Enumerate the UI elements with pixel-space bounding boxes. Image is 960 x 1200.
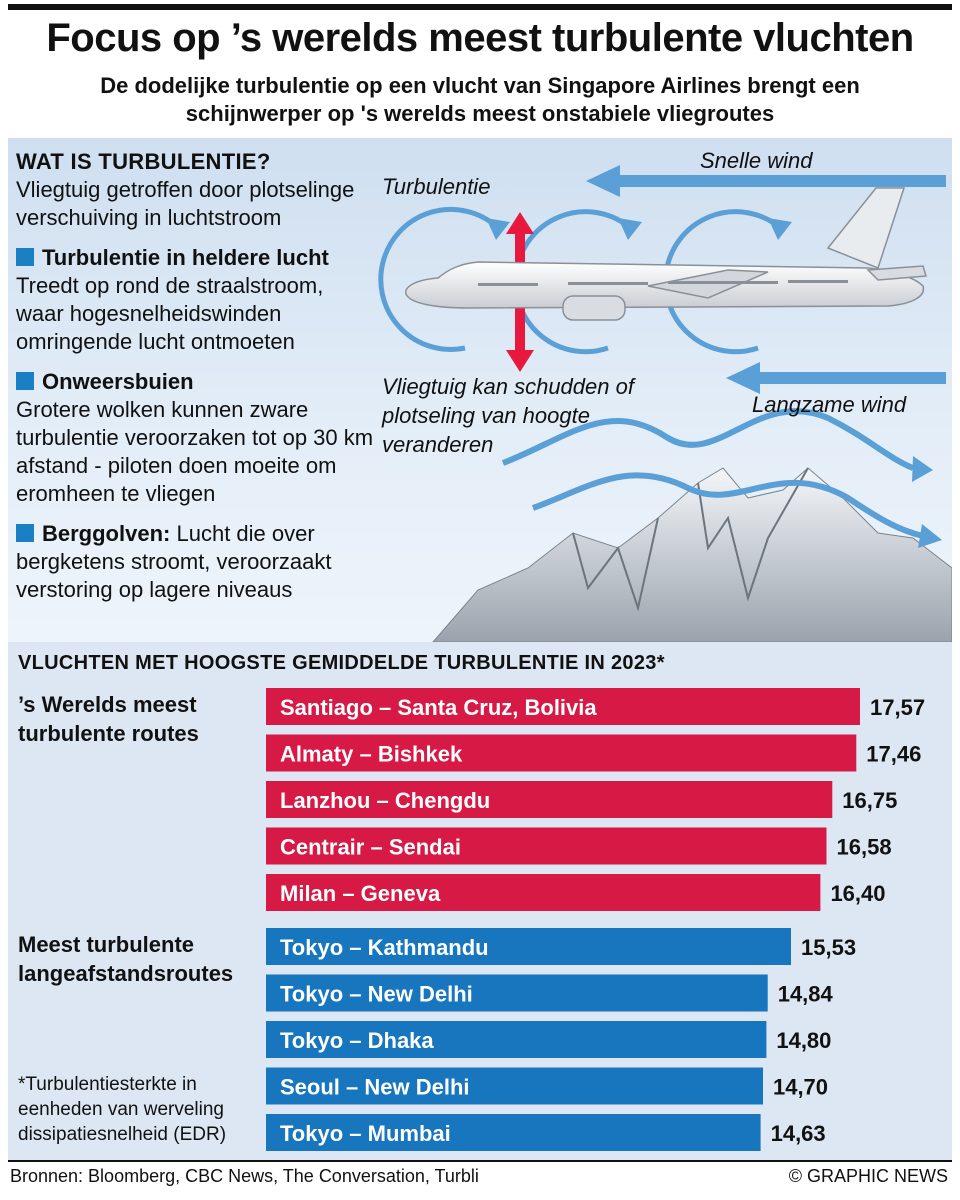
- label-slow-wind: Langzame wind: [752, 392, 907, 417]
- bar-value-label: 17,57: [870, 695, 926, 720]
- bar-value-label: 16,40: [830, 881, 886, 906]
- bar-category-label: Almaty – Bishkek: [280, 741, 463, 767]
- label-shake: Vliegtuig kan schudden of plotseling van hoogte veranderen: [382, 374, 634, 457]
- bar-category-label: Tokyo – Kathmandu: [280, 935, 489, 960]
- bar-category-label: Lanzhou – Chengdu: [280, 788, 491, 813]
- bar-value-label: 16,58: [836, 834, 892, 860]
- label-turbulence: Turbulentie: [382, 174, 491, 199]
- chart-heading: VLUCHTEN MET HOOGSTE GEMIDDELDE TURBULENTIE IN 2023*: [18, 652, 665, 674]
- label-fast-wind: Snelle wind: [700, 148, 813, 173]
- group-label-long-haul: Meest turbulente langeafstandsroutes: [18, 932, 234, 986]
- storms-text: Grotere wolken kunnen zware turbulentie veroorzaken tot op 30 km afstand - piloten doen moeite om eromheen te vliegen: [16, 397, 374, 506]
- bar-category-label: Tokyo – Mumbai: [280, 1121, 451, 1146]
- bar-category-label: Tokyo – New Delhi: [280, 981, 473, 1007]
- bar-category-label: Santiago – Santa Cruz, Bolivia: [280, 695, 597, 720]
- footnote: *Turbulentiesterkte in eenheden van werveling dissipatiesnelheid (EDR): [18, 1074, 227, 1145]
- bar-value-label: 14,84: [777, 981, 833, 1007]
- clear-air-text: Treedt op rond de straalstroom, waar hogesnelheidswinden omringende lucht ontmoeten: [16, 273, 324, 354]
- page-subtitle: De dodelijke turbulentie op een vlucht van Singapore Airlines brengt een schijnwerper op 's werelds meest onstabiele vliegroutes: [100, 73, 860, 126]
- explainer-heading: WAT IS TURBULENTIE?: [16, 149, 271, 174]
- group-label-turbulent-routes: ’s Werelds meest turbulente routes: [18, 692, 199, 746]
- bar-value-label: 14,80: [776, 1028, 832, 1053]
- mountain-title: Berggolven:: [42, 521, 171, 546]
- mountain-text: Lucht die over bergketens stroomt, veroorzaakt verstoring op lagere niveaus: [16, 521, 332, 602]
- bar-value-label: 14,63: [770, 1121, 826, 1146]
- explainer-intro: Vliegtuig getroffen door plotselinge verschuiving in luchtstroom: [16, 177, 355, 230]
- bar-value-label: 16,75: [842, 788, 898, 813]
- bar-category-label: Seoul – New Delhi: [280, 1074, 470, 1100]
- bar-category-label: Milan – Geneva: [280, 881, 441, 906]
- clear-air-title: Turbulentie in heldere lucht: [42, 245, 329, 270]
- bar-value-label: 15,53: [801, 935, 857, 960]
- bar-value-label: 17,46: [866, 741, 922, 767]
- sources: Bronnen: Bloomberg, CBC News, The Conversation, Turbli: [10, 1166, 479, 1186]
- page-title: Focus op ’s werelds meest turbulente vluchten: [46, 16, 914, 60]
- bar-category-label: Tokyo – Dhaka: [280, 1028, 434, 1053]
- bar-category-label: Centrair – Sendai: [280, 834, 461, 860]
- storms-title: Onweersbuien: [42, 369, 194, 394]
- credit: © GRAPHIC NEWS: [788, 1166, 948, 1186]
- bar-value-label: 14,70: [772, 1074, 829, 1100]
